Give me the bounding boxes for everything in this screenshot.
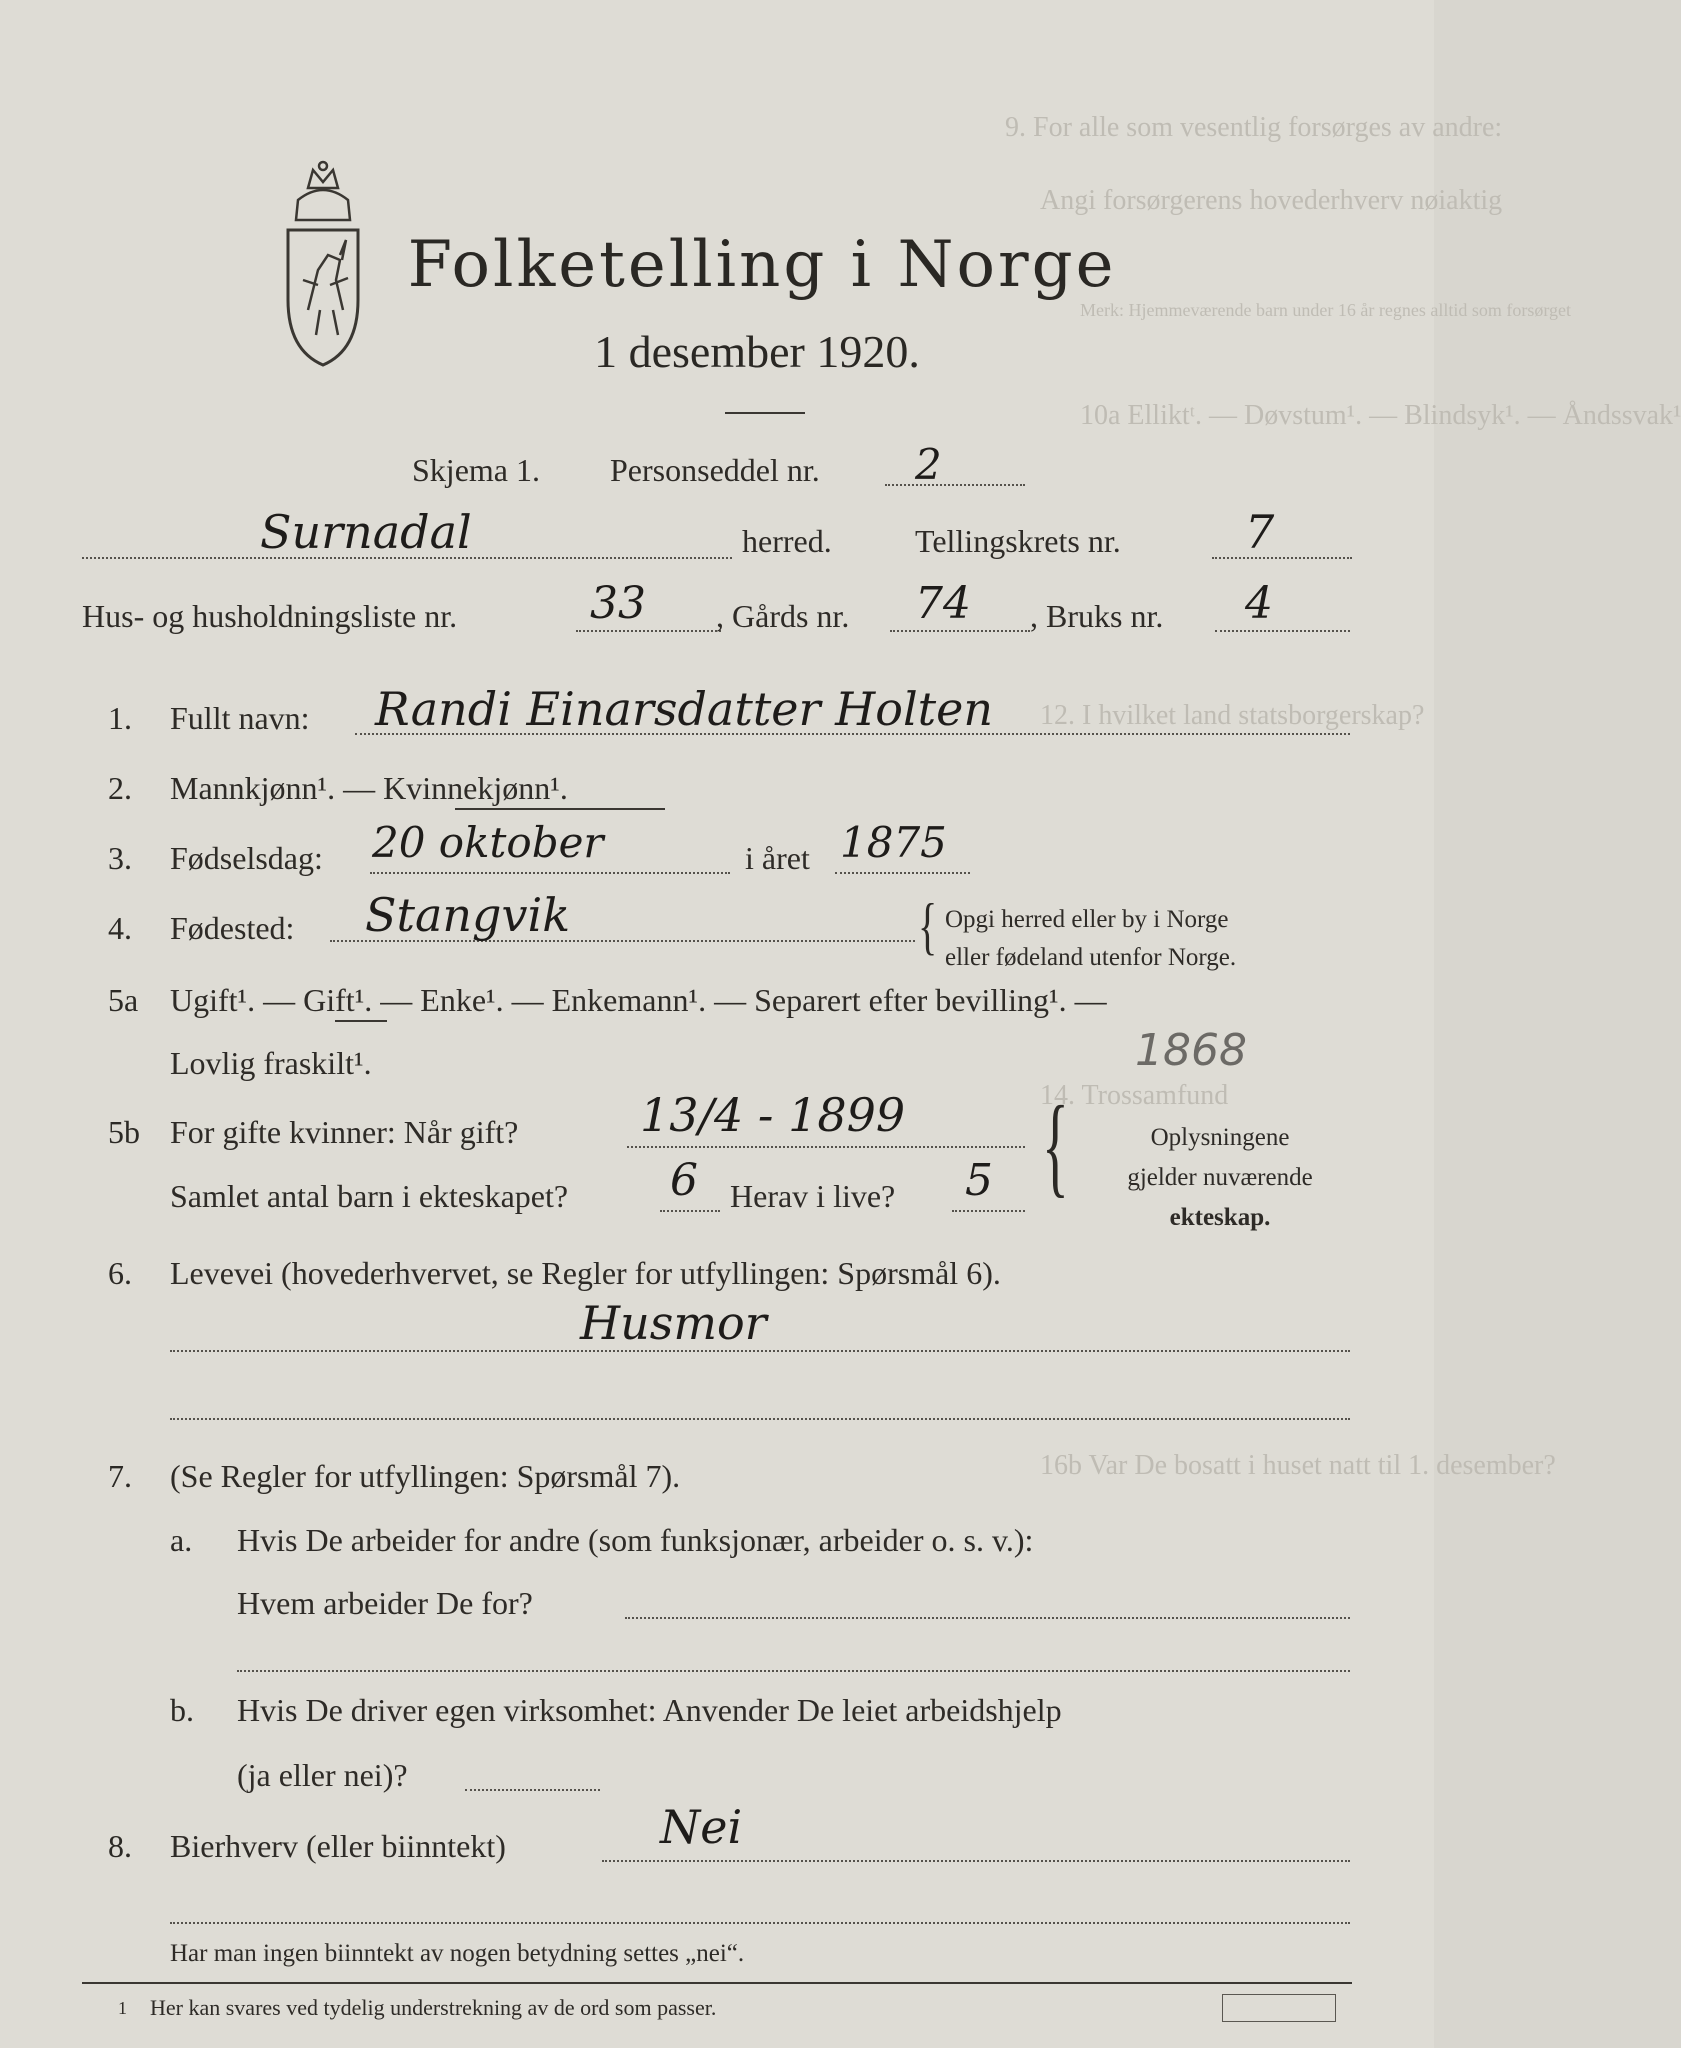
birthday-value[interactable]: 20 oktober — [372, 818, 604, 867]
form-title: Folketelling i Norge — [407, 228, 1117, 302]
birth-year-value[interactable]: 1875 — [840, 818, 947, 867]
marriage-date-value[interactable]: 13/4 - 1899 — [640, 1088, 906, 1142]
marriage-note-3: ekteskap. — [1169, 1204, 1271, 1231]
birthplace-note-1: Opgi herred eller by i Norge — [945, 906, 1229, 933]
bleed-through-text: 10a Elliktᵗ. — Døvstum¹. — Blindsyk¹. — Åndssvak¹ — [1080, 400, 1681, 431]
bleed-through-text: Merk: Hjemmeværende barn under 16 år regnes alltid som forsørget — [1080, 300, 1572, 320]
brace: { — [1042, 1085, 1069, 1209]
q1-label: Fullt navn: — [170, 700, 310, 736]
occupation-value[interactable]: Husmor — [580, 1296, 767, 1350]
children-line — [660, 1210, 720, 1212]
full-name-value[interactable]: Randi Einarsdatter Holten — [375, 682, 993, 736]
tellingskrets-label: Tellingskrets nr. — [915, 523, 1121, 559]
q7a-label-2: Hvem arbeider De for? — [237, 1585, 533, 1621]
q7b-label-2: (ja eller nei)? — [237, 1757, 408, 1793]
birthplace-value[interactable]: Stangvik — [365, 888, 571, 942]
footnote-marker: 1 — [118, 1998, 127, 2018]
side-income-line — [602, 1860, 1350, 1862]
gards-line — [890, 630, 1030, 632]
marital-status-options-2: Lovlig fraskilt¹. — [170, 1045, 372, 1081]
pencil-annotation: 1868 — [1135, 1025, 1247, 1076]
bleed-through-text: 16b Var De bosatt i huset natt til 1. desember? — [1040, 1450, 1556, 1481]
title-divider — [725, 412, 805, 414]
bruks-value[interactable]: 4 — [1245, 578, 1273, 629]
hired-help-line[interactable] — [465, 1789, 600, 1791]
q1-number: 1. — [108, 700, 132, 736]
q6-label: Levevei (hovederhvervet, se Regler for utfyllingen: Spørsmål 6). — [170, 1255, 1001, 1291]
herred-label: herred. — [742, 523, 832, 559]
alive-value[interactable]: 5 — [965, 1155, 993, 1206]
schema-label: Skjema 1. — [412, 452, 540, 488]
alive-label: Herav i live? — [730, 1178, 896, 1214]
birth-year-line — [835, 872, 970, 874]
occupation-line — [170, 1350, 1350, 1352]
gender-options: Mannkjønn¹. — Kvinnekjønn¹. — [170, 770, 568, 806]
marriage-date-line — [627, 1146, 1025, 1148]
tellingskrets-line — [1212, 557, 1352, 559]
printer-stamp — [1222, 1994, 1336, 2022]
gards-label: , Gårds nr. — [716, 598, 850, 634]
q4-label: Fødested: — [170, 910, 295, 946]
q8-number: 8. — [108, 1828, 132, 1864]
marriage-note-1: Oplysningene — [1150, 1124, 1290, 1151]
marital-status-options: Ugift¹. — Gift¹. — Enke¹. — Enkemann¹. — Separert efter bevilling¹. — — [170, 982, 1107, 1018]
q6-number: 6. — [108, 1255, 132, 1291]
birthplace-note-2: eller fødeland utenfor Norge. — [945, 944, 1237, 971]
q7-label: (Se Regler for utfyllingen: Spørsmål 7). — [170, 1458, 681, 1494]
q7a-label: Hvis De arbeider for andre (som funksjonær, arbeider o. s. v.): — [237, 1522, 1034, 1558]
birthday-line — [370, 872, 730, 874]
personseddel-label: Personseddel nr. — [610, 452, 820, 488]
personseddel-value[interactable]: 2 — [915, 440, 942, 489]
q3-number: 3. — [108, 840, 132, 876]
footnote-text: Her kan svares ved tydelig understrekning av de ord som passer. — [150, 1995, 717, 2020]
marital-selection-underline — [335, 1020, 387, 1022]
hus-value[interactable]: 33 — [590, 578, 646, 629]
side-income-value[interactable]: Nei — [660, 1800, 743, 1854]
tellingskrets-value[interactable]: 7 — [1245, 505, 1275, 559]
census-date: 1 desember 1920. — [594, 326, 920, 377]
bleed-through-text: Angi forsørgerens hovederhverv nøiaktig — [1040, 185, 1503, 216]
bruks-line — [1215, 630, 1350, 632]
q7a-number: a. — [170, 1522, 193, 1558]
q8-label: Bierhverv (eller biinntekt) — [170, 1828, 506, 1864]
birth-year-label: i året — [745, 840, 810, 876]
marriage-note-2: gjelder nuværende — [1127, 1164, 1313, 1191]
footer-note: Har man ingen biinntekt av nogen betydning settes „nei“. — [170, 1940, 745, 1967]
q3-label: Fødselsdag: — [170, 840, 323, 876]
bleed-through-text: 9. For alle som vesentlig forsørges av andre: — [1005, 112, 1503, 143]
employer-line[interactable] — [625, 1617, 1350, 1619]
q7-number: 7. — [108, 1458, 132, 1494]
hus-label: Hus- og husholdningsliste nr. — [82, 598, 458, 634]
side-income-line-2 — [170, 1922, 1350, 1924]
alive-line — [952, 1210, 1025, 1212]
children-label: Samlet antal barn i ekteskapet? — [170, 1178, 569, 1214]
gards-value[interactable]: 74 — [915, 578, 971, 629]
q4-number: 4. — [108, 910, 132, 946]
bruks-label: , Bruks nr. — [1030, 598, 1164, 634]
municipality-value[interactable]: Surnadal — [260, 505, 472, 559]
occupation-line-2 — [170, 1418, 1350, 1420]
q2-number: 2. — [108, 770, 132, 806]
brace: { — [918, 889, 938, 962]
employer-line-2[interactable] — [237, 1670, 1350, 1672]
q5a-number: 5a — [108, 982, 139, 1018]
bleed-through-text: 14. Trossamfund — [1040, 1080, 1229, 1111]
q5b-label: For gifte kvinner: Når gift? — [170, 1114, 519, 1150]
bleed-through-text: 12. I hvilket land statsborgerskap? — [1040, 700, 1425, 731]
gender-selection-underline — [455, 808, 665, 810]
q7b-number: b. — [170, 1692, 194, 1728]
hus-line — [576, 630, 721, 632]
personseddel-line — [885, 484, 1025, 486]
children-value[interactable]: 6 — [670, 1155, 698, 1206]
footer-divider — [82, 1982, 1352, 1984]
q7b-label: Hvis De driver egen virksomhet: Anvender De leiet arbeidshjelp — [237, 1692, 1062, 1728]
q5b-number: 5b — [108, 1114, 140, 1150]
